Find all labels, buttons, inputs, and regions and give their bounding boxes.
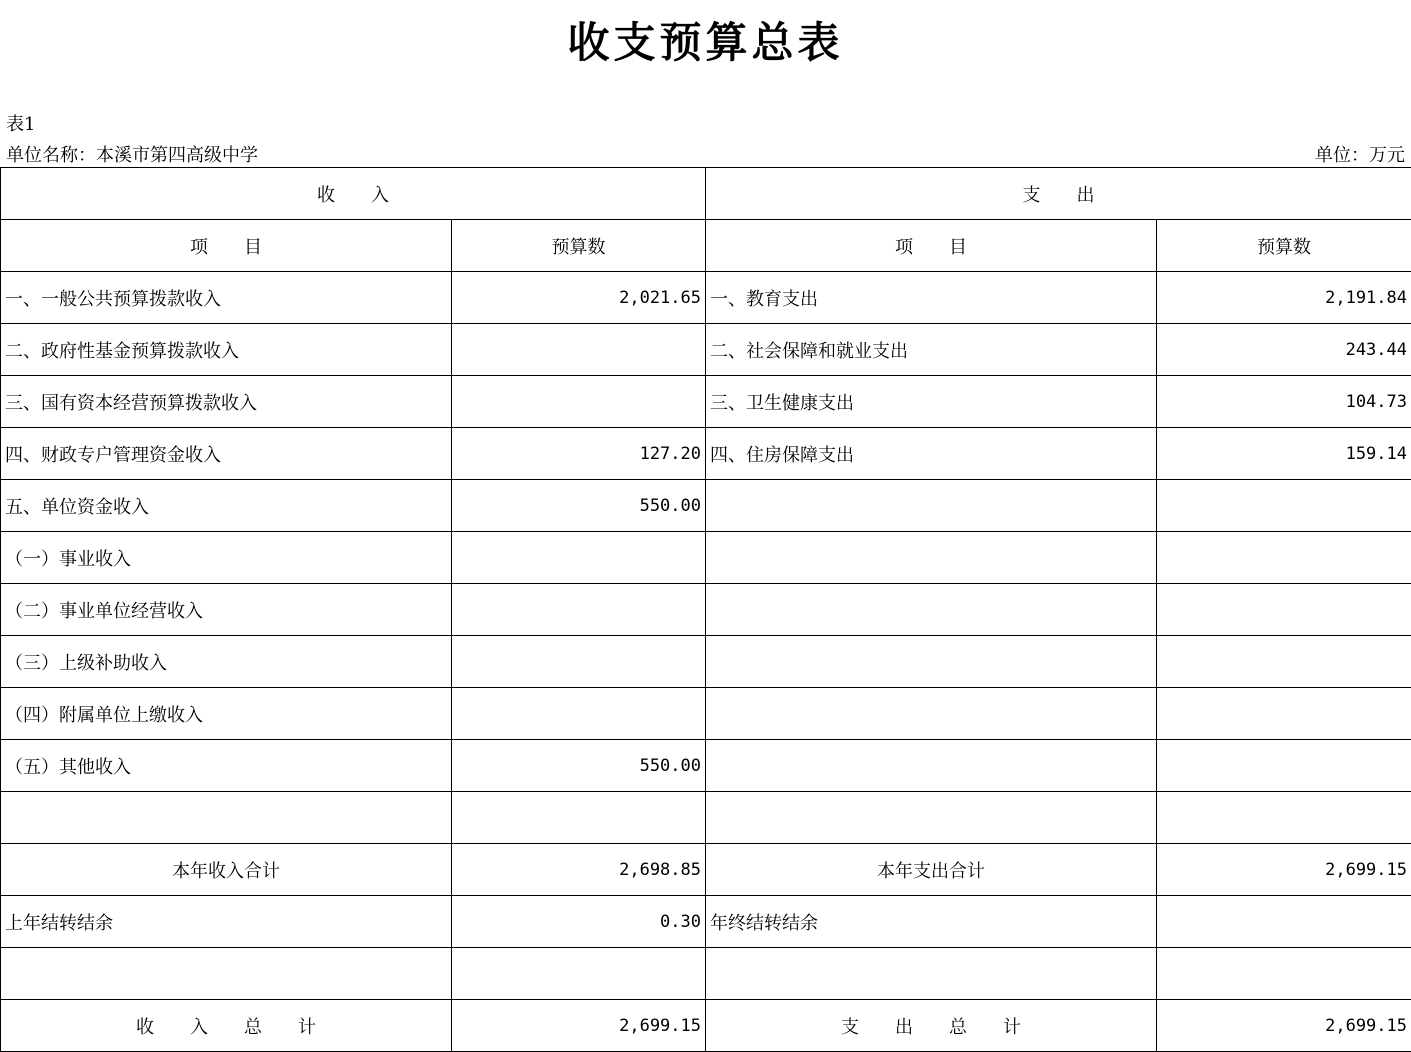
income-amount: 550.00 xyxy=(452,740,706,792)
expense-item xyxy=(706,636,1157,688)
table-row xyxy=(1,324,1411,376)
unit-name: 单位名称：本溪市第四高级中学 xyxy=(6,145,258,166)
expense-item xyxy=(706,688,1157,740)
income-item: 三、国有资本经营预算拨款收入 xyxy=(1,376,452,428)
expense-header: 支 出 xyxy=(706,168,1411,220)
page-title: 收支预算总表 xyxy=(567,18,844,67)
expense-amount xyxy=(1157,792,1411,844)
income-item: （五）其他收入 xyxy=(1,740,452,792)
expense-amount-header: 预算数 xyxy=(1157,220,1411,272)
income-amount xyxy=(452,636,706,688)
income-header: 收 入 xyxy=(1,168,706,220)
empty-cell xyxy=(1,948,452,1000)
expense-item-header: 项 目 xyxy=(706,220,1157,272)
grand-total-row xyxy=(1,1000,1411,1052)
section-header-row xyxy=(1,168,1411,220)
income-grand-total: 2,699.15 xyxy=(452,1000,706,1052)
income-amount xyxy=(452,376,706,428)
table-row xyxy=(1,480,1411,532)
income-amount xyxy=(452,584,706,636)
income-amount xyxy=(452,532,706,584)
income-item: （三）上级补助收入 xyxy=(1,636,452,688)
income-amount xyxy=(452,688,706,740)
prior-carry-amount: 0.30 xyxy=(452,896,706,948)
table-row xyxy=(1,428,1411,480)
expense-item xyxy=(706,532,1157,584)
income-amount xyxy=(452,324,706,376)
year-expense-total: 2,699.15 xyxy=(1157,844,1411,896)
expense-item: 二、社会保障和就业支出 xyxy=(706,324,1157,376)
expense-amount xyxy=(1157,480,1411,532)
year-end-carry-amount xyxy=(1157,896,1411,948)
income-item: 四、财政专户管理资金收入 xyxy=(1,428,452,480)
prior-carry-label: 上年结转结余 xyxy=(1,896,452,948)
table-row xyxy=(1,740,1411,792)
expense-amount xyxy=(1157,584,1411,636)
income-amount xyxy=(452,792,706,844)
table-row xyxy=(1,272,1411,324)
income-item: 二、政府性基金预算拨款收入 xyxy=(1,324,452,376)
income-amount: 2,021.65 xyxy=(452,272,706,324)
expense-item xyxy=(706,792,1157,844)
expense-amount: 104.73 xyxy=(1157,376,1411,428)
table-row xyxy=(1,948,1411,1000)
expense-item: 一、教育支出 xyxy=(706,272,1157,324)
empty-cell xyxy=(706,948,1157,1000)
year-end-carry-label: 年终结转结余 xyxy=(706,896,1157,948)
column-header-row xyxy=(1,220,1411,272)
expense-item xyxy=(706,584,1157,636)
carry-over-row xyxy=(1,896,1411,948)
expense-item xyxy=(706,480,1157,532)
empty-cell xyxy=(1157,948,1411,1000)
income-amount: 550.00 xyxy=(452,480,706,532)
income-item: （一）事业收入 xyxy=(1,532,452,584)
year-income-total-label: 本年收入合计 xyxy=(1,844,452,896)
income-item: 五、单位资金收入 xyxy=(1,480,452,532)
table-row xyxy=(1,584,1411,636)
income-item: （二）事业单位经营收入 xyxy=(1,584,452,636)
income-amount-header: 预算数 xyxy=(452,220,706,272)
budget-table xyxy=(0,167,1411,1052)
expense-grand-total-label: 支 出 总 计 xyxy=(706,1000,1157,1052)
expense-item xyxy=(706,740,1157,792)
income-grand-total-label: 收 入 总 计 xyxy=(1,1000,452,1052)
year-total-row xyxy=(1,844,1411,896)
expense-item: 三、卫生健康支出 xyxy=(706,376,1157,428)
expense-amount: 159.14 xyxy=(1157,428,1411,480)
table-row xyxy=(1,688,1411,740)
expense-amount: 2,191.84 xyxy=(1157,272,1411,324)
expense-amount: 243.44 xyxy=(1157,324,1411,376)
expense-amount xyxy=(1157,532,1411,584)
expense-item: 四、住房保障支出 xyxy=(706,428,1157,480)
expense-amount xyxy=(1157,688,1411,740)
table-number: 表1 xyxy=(6,114,36,135)
expense-amount xyxy=(1157,740,1411,792)
table-row xyxy=(1,792,1411,844)
income-item-header: 项 目 xyxy=(1,220,452,272)
year-income-total: 2,698.85 xyxy=(452,844,706,896)
income-amount: 127.20 xyxy=(452,428,706,480)
table-row xyxy=(1,636,1411,688)
income-item: 一、一般公共预算拨款收入 xyxy=(1,272,452,324)
unit-label: 单位：万元 xyxy=(1315,145,1405,166)
expense-amount xyxy=(1157,636,1411,688)
table-row xyxy=(1,532,1411,584)
income-item: （四）附属单位上缴收入 xyxy=(1,688,452,740)
income-item xyxy=(1,792,452,844)
year-expense-total-label: 本年支出合计 xyxy=(706,844,1157,896)
empty-cell xyxy=(452,948,706,1000)
table-row xyxy=(1,376,1411,428)
expense-grand-total: 2,699.15 xyxy=(1157,1000,1411,1052)
